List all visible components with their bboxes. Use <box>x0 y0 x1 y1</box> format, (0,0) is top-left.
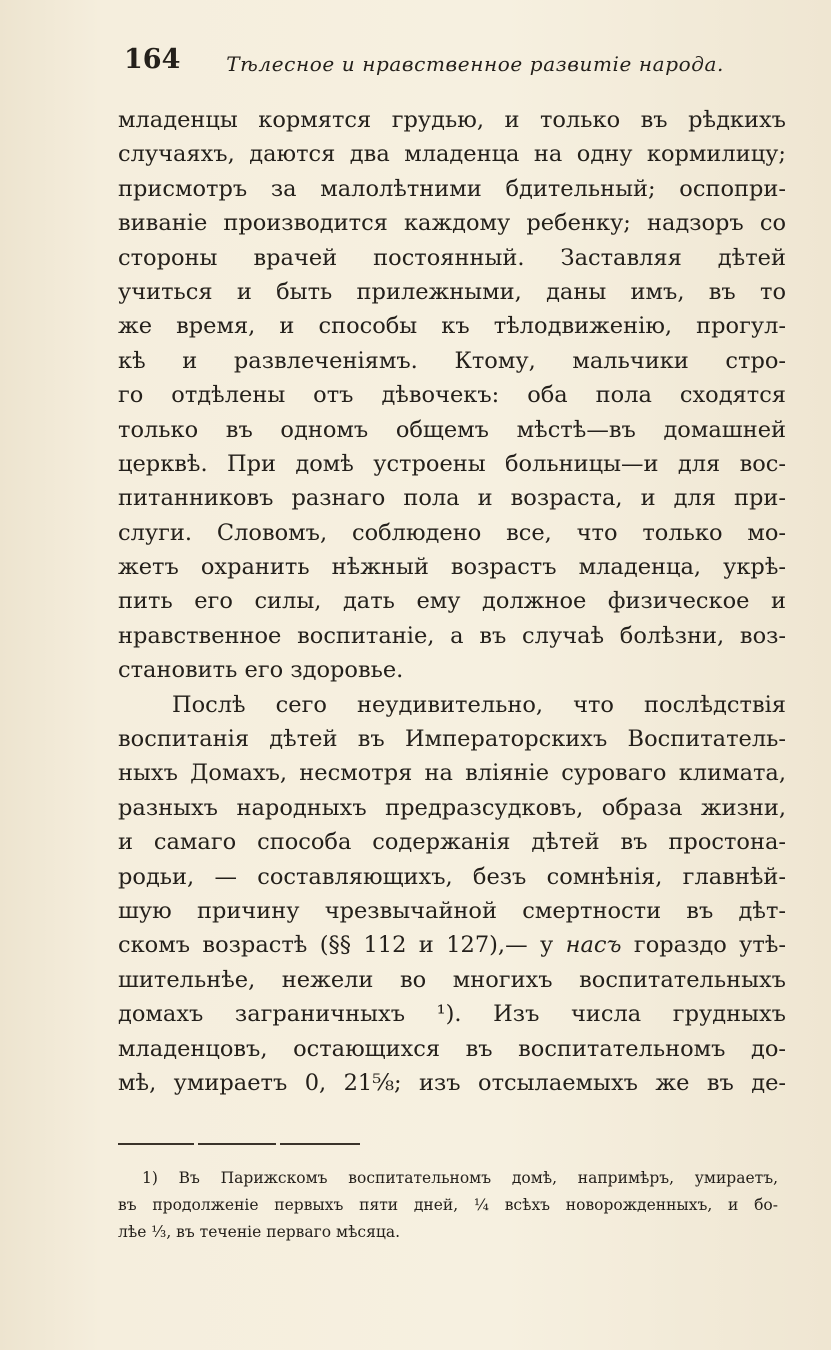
text-line: шительнѣе, нежели во многихъ воспитательныхъ <box>118 966 786 993</box>
separator-segment <box>198 1143 276 1145</box>
text-line: церквѣ. При домѣ устроены больницы—и для вос- <box>118 450 786 477</box>
text-line: слуги. Словомъ, соблюдено все, что только мо- <box>118 519 786 546</box>
text-line: мѣ, умираетъ 0, 21⅝; изъ отсылаемыхъ же въ де- <box>118 1069 786 1096</box>
text-line: разныхъ народныхъ предразсудковъ, образа жизни, <box>118 794 786 821</box>
separator-segment <box>118 1143 194 1145</box>
page-number: 164 <box>124 44 181 75</box>
text-segment: гораздо утѣ- <box>633 932 786 959</box>
separator-segment <box>280 1143 360 1145</box>
text-line: шую причину чрезвычайной смертности въ дѣт- <box>118 897 786 924</box>
footnote-line: лѣе ⅓, въ теченіе перваго мѣсяца. <box>118 1223 401 1241</box>
text-line: пить его силы, дать ему должное физическое и <box>118 588 786 615</box>
text-line: кѣ и развлеченіямъ. Ктому, мальчики стро- <box>118 347 786 374</box>
italic-word: насъ <box>565 932 622 959</box>
text-line: ныхъ Домахъ, несмотря на вліяніе суроваго климата, <box>118 760 786 787</box>
text-line: Послѣ сего неудивительно, что послѣдствія <box>172 691 786 718</box>
running-head: Тѣлесное и нравственное развитіе народа. <box>226 52 724 76</box>
text-line: домахъ заграничныхъ ¹). Изъ числа грудныхъ <box>118 1001 786 1028</box>
text-line: го отдѣлены отъ дѣвочекъ: оба пола сходятся <box>118 382 786 409</box>
text-line: родьи, — составляющихъ, безъ сомнѣнія, главнѣй- <box>118 863 786 890</box>
footnote-separator <box>118 1143 368 1147</box>
text-line-with-italic <box>118 928 786 962</box>
text-line: младенцовъ, остающихся въ воспитательномъ до- <box>118 1035 786 1062</box>
text-line: и самаго способа содержанія дѣтей въ простона- <box>118 829 786 856</box>
footnote-line: 1) Въ Парижскомъ воспитательномъ домѣ, напримѣръ, умираетъ, <box>142 1169 778 1187</box>
text-line: случаяхъ, даются два младенца на одну кормилицу; <box>118 141 786 168</box>
text-line: становить его здоровье. <box>118 657 404 684</box>
text-segment: скомъ возрастѣ (§§ 112 и 127),— у <box>118 932 554 959</box>
footnotes <box>118 1165 778 1246</box>
text-line: присмотръ за малолѣтними бдительный; оспопри- <box>118 175 786 202</box>
text-line: же время, и способы къ тѣлодвиженію, прогул- <box>118 313 786 340</box>
main-text <box>118 103 786 1100</box>
text-line: жетъ охранить нѣжный возрастъ младенца, укрѣ- <box>118 554 786 581</box>
page-header <box>118 44 728 84</box>
text-line: виваніе производится каждому ребенку; надзоръ со <box>118 210 786 237</box>
text-line: младенцы кормятся грудью, и только въ рѣдкихъ <box>118 107 786 133</box>
text-line: учиться и быть прилежными, даны имъ, въ то <box>118 278 786 305</box>
text-line: питанниковъ разнаго пола и возраста, и для при- <box>118 485 786 512</box>
footnote-line: въ продолженіе первыхъ пяти дней, ¼ всѣхъ новорожденныхъ, и бо- <box>118 1196 778 1214</box>
text-line: нравственное воспитаніе, а въ случаѣ болѣзни, воз- <box>118 622 786 649</box>
text-line: воспитанія дѣтей въ Императорскихъ Воспитатель- <box>118 726 786 753</box>
text-line: стороны врачей постоянный. Заставляя дѣтей <box>118 244 786 271</box>
text-line: только въ одномъ общемъ мѣстѣ—въ домашней <box>118 416 786 443</box>
